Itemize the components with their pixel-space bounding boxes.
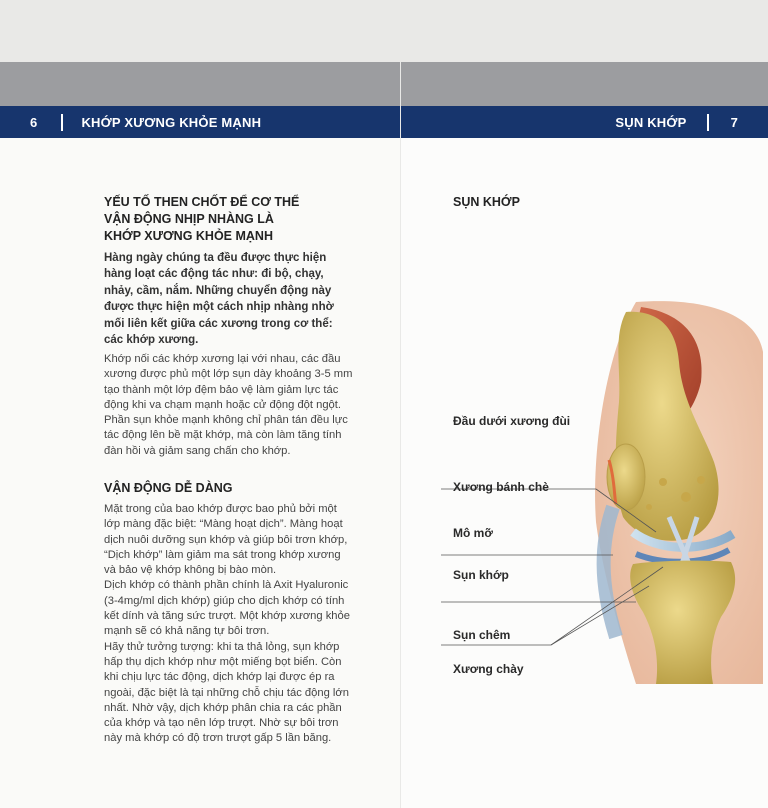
bone-texture bbox=[659, 478, 667, 486]
left-page bbox=[0, 62, 400, 808]
section-heading: VẬN ĐỘNG DỄ DÀNG bbox=[104, 481, 233, 495]
cartilage-heading: SỤN KHỚP bbox=[453, 195, 520, 209]
main-heading-line: VẬN ĐỘNG NHỊP NHÀNG LÀ bbox=[104, 212, 274, 226]
right-header-bar bbox=[401, 106, 768, 138]
bone-texture bbox=[697, 476, 705, 484]
sponge-paragraph: Hãy thử tưởng tượng: khi ta thả lỏng, sụn khớp hấp thụ dịch khớp như một miếng bọt biển. Còn khi chịu lực tác động, dịch khớp lại được ép ra ngoài, đặc biệt là tại những chỗ chịu tác động lớn nhất. Nhờ vậy, dịch khớp phân chia ra các phần của khớp và tạo nên lớp trượt. Nhờ sự bôi trơn này mà khớp có độ trơn trượt gấp 5 lần băng. bbox=[104, 640, 349, 745]
label-cartilage: Sụn khớp bbox=[453, 568, 509, 582]
synovial-paragraph: Mặt trong của bao khớp được bao phủ bởi một lớp màng đặc biệt: “Màng hoạt dịch”. Màng hoạt dịch nuôi dưỡng sụn khớp và giúp bôi trơn khớp, “Dịch khớp” làm giảm ma sát trong khớp xương và bảo vệ khớp không bị bào mòn. bbox=[104, 503, 348, 577]
intro-paragraph: Hàng ngày chúng ta đều được thực hiện hàng loạt các động tác như: đi bộ, chạy, nhảy, cầm, nắm. Những chuyển động này được thực hiện một cách nhịp nhàng nhờ mối liên kết giữa các xương trong cơ thể: các khớp xương. bbox=[104, 252, 334, 347]
top-gray-band bbox=[0, 62, 400, 106]
left-header-bar bbox=[0, 106, 400, 138]
header-divider bbox=[61, 114, 63, 131]
bone-texture bbox=[681, 492, 691, 502]
bone-texture bbox=[646, 504, 652, 510]
top-gray-band bbox=[401, 62, 768, 106]
page-number-right: 7 bbox=[730, 114, 738, 130]
left-header-title: KHỚP XƯƠNG KHỎE MẠNH bbox=[81, 114, 262, 130]
page-number-left: 6 bbox=[30, 114, 38, 130]
label-fat-tissue: Mô mỡ bbox=[453, 526, 493, 540]
main-heading-line: KHỚP XƯƠNG KHỎE MẠNH bbox=[104, 229, 273, 243]
main-heading bbox=[104, 194, 364, 245]
label-patella: Xương bánh chè bbox=[453, 480, 549, 494]
synovial-section bbox=[104, 502, 354, 747]
cartilage-paragraph: Khớp nối các khớp xương lại với nhau, các đầu xương được phủ một lớp sụn dày khoảng 3-5 mm tạo thành một lớp đệm bảo vệ làm giảm lực tác động khi va chạm mạnh hoặc cử động đột ngột. Phần sụn khỏe mạnh không chỉ phân tán đều lực tác động lên bề mặt khớp, mà còn làm tăng tính đàn hồi và giảm sang chấn cho khớp. bbox=[104, 353, 353, 457]
header-divider bbox=[707, 114, 709, 131]
main-heading-line: YẾU TỐ THEN CHỐT ĐỂ CƠ THỂ bbox=[104, 195, 300, 209]
hyaluronic-paragraph: Dịch khớp có thành phần chính là Axit Hyaluronic (3-4mg/ml dịch khớp) giúp cho dịch khớp có tính kết dính và tăng sức trượt. Một khớp xương khỏe mạnh sẽ có khả năng tự bôi trơn. bbox=[104, 579, 350, 638]
label-femur: Đầu dưới xương đùi bbox=[453, 414, 571, 428]
label-meniscus: Sụn chêm bbox=[453, 628, 511, 642]
right-header-title: SỤN KHỚP bbox=[615, 114, 687, 130]
label-tibia: Xương chày bbox=[453, 662, 524, 676]
right-page bbox=[401, 62, 768, 808]
